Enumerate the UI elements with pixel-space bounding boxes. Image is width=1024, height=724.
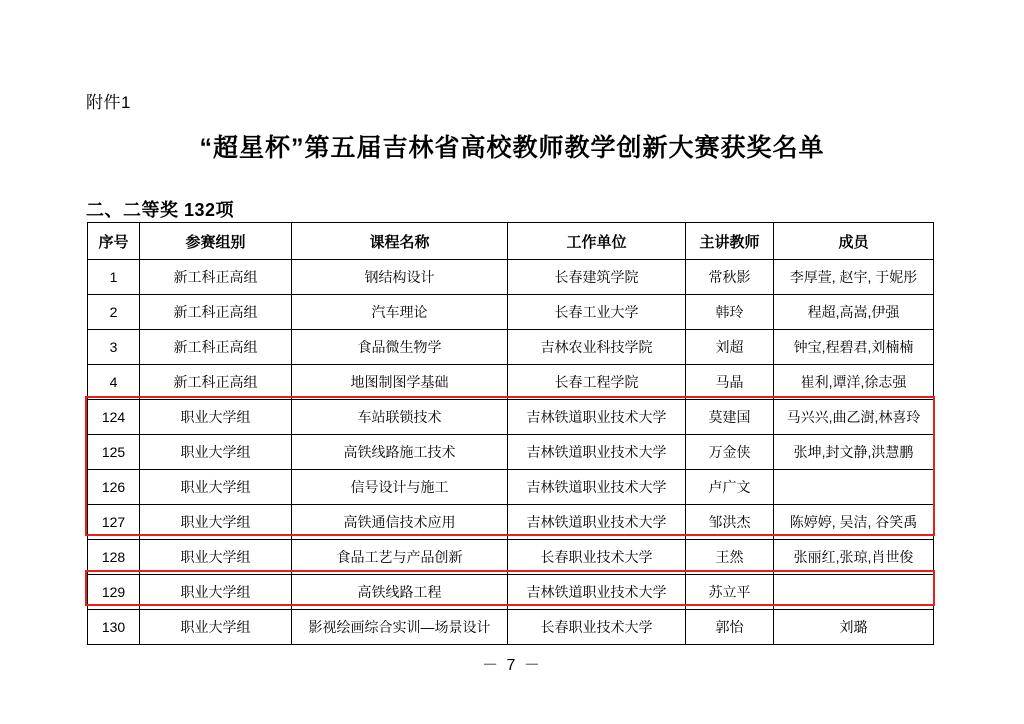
- cell-no: 127: [88, 505, 140, 540]
- cell-group: 职业大学组: [140, 435, 292, 470]
- attachment-label: 附件1: [86, 93, 131, 112]
- page-number: － 7 －: [482, 657, 542, 674]
- cell-teacher: 苏立平: [686, 575, 774, 610]
- column-header-unit: 工作单位: [508, 223, 686, 260]
- cell-course: 食品工艺与产品创新: [292, 540, 508, 575]
- table-row: [88, 505, 934, 540]
- cell-group: 新工科正高组: [140, 295, 292, 330]
- cell-unit: 吉林铁道职业技术大学: [508, 575, 686, 610]
- cell-course: 高铁线路工程: [292, 575, 508, 610]
- cell-unit: 长春工业大学: [508, 295, 686, 330]
- cell-group: 职业大学组: [140, 505, 292, 540]
- column-header-group: 参赛组别: [140, 223, 292, 260]
- cell-unit: 吉林铁道职业技术大学: [508, 505, 686, 540]
- cell-teacher: 常秋影: [686, 260, 774, 295]
- table-row: [88, 540, 934, 575]
- cell-members: [774, 575, 934, 610]
- cell-no: 125: [88, 435, 140, 470]
- section-heading: 二、二等奖 132项: [86, 200, 235, 220]
- cell-group: 职业大学组: [140, 470, 292, 505]
- cell-members: 陈婷婷, 吴洁, 谷笑禹: [774, 505, 934, 540]
- table-row: [88, 365, 934, 400]
- award-table-container: [87, 222, 933, 645]
- cell-course: 车站联锁技术: [292, 400, 508, 435]
- cell-members: 张坤,封文静,洪慧鹏: [774, 435, 934, 470]
- cell-course: 汽车理论: [292, 295, 508, 330]
- column-header-members: 成员: [774, 223, 934, 260]
- cell-members: 刘璐: [774, 610, 934, 645]
- cell-members: 钟宝,程碧君,刘楠楠: [774, 330, 934, 365]
- cell-unit: 吉林农业科技学院: [508, 330, 686, 365]
- cell-course: 信号设计与施工: [292, 470, 508, 505]
- cell-course: 地图制图学基础: [292, 365, 508, 400]
- cell-teacher: 郭怡: [686, 610, 774, 645]
- cell-no: 124: [88, 400, 140, 435]
- table-row: [88, 295, 934, 330]
- cell-no: 130: [88, 610, 140, 645]
- cell-members: [774, 470, 934, 505]
- cell-course: 高铁通信技术应用: [292, 505, 508, 540]
- cell-unit: 吉林铁道职业技术大学: [508, 470, 686, 505]
- cell-no: 129: [88, 575, 140, 610]
- cell-group: 职业大学组: [140, 610, 292, 645]
- cell-group: 新工科正高组: [140, 260, 292, 295]
- table-row: [88, 610, 934, 645]
- cell-teacher: 刘超: [686, 330, 774, 365]
- cell-members: 张丽红,张琼,肖世俊: [774, 540, 934, 575]
- award-table: [87, 222, 934, 645]
- table-row: [88, 400, 934, 435]
- cell-course: 高铁线路施工技术: [292, 435, 508, 470]
- cell-teacher: 卢广文: [686, 470, 774, 505]
- table-row: [88, 435, 934, 470]
- column-header-course: 课程名称: [292, 223, 508, 260]
- cell-teacher: 韩玲: [686, 295, 774, 330]
- cell-no: 126: [88, 470, 140, 505]
- table-row: [88, 330, 934, 365]
- table-header: [88, 223, 934, 260]
- cell-group: 新工科正高组: [140, 330, 292, 365]
- cell-members: 李厚萱, 赵宇, 于妮彤: [774, 260, 934, 295]
- page-title: “超星杯”第五届吉林省高校教师教学创新大赛获奖名单: [199, 134, 825, 162]
- cell-course: 钢结构设计: [292, 260, 508, 295]
- cell-unit: 长春职业技术大学: [508, 540, 686, 575]
- cell-teacher: 万金侠: [686, 435, 774, 470]
- cell-group: 职业大学组: [140, 540, 292, 575]
- table-header-row: [88, 223, 934, 260]
- cell-no: 2: [88, 295, 140, 330]
- cell-group: 新工科正高组: [140, 365, 292, 400]
- cell-members: 马兴兴,曲乙澍,林喜玲: [774, 400, 934, 435]
- cell-unit: 长春职业技术大学: [508, 610, 686, 645]
- table-row: [88, 470, 934, 505]
- cell-no: 1: [88, 260, 140, 295]
- column-header-teacher: 主讲教师: [686, 223, 774, 260]
- table-row: [88, 260, 934, 295]
- table-body: [88, 260, 934, 645]
- cell-unit: 长春建筑学院: [508, 260, 686, 295]
- cell-teacher: 莫建国: [686, 400, 774, 435]
- cell-no: 4: [88, 365, 140, 400]
- cell-group: 职业大学组: [140, 400, 292, 435]
- cell-teacher: 王然: [686, 540, 774, 575]
- cell-group: 职业大学组: [140, 575, 292, 610]
- cell-course: 影视绘画综合实训—场景设计: [292, 610, 508, 645]
- cell-course: 食品微生物学: [292, 330, 508, 365]
- column-header-no: 序号: [88, 223, 140, 260]
- cell-unit: 吉林铁道职业技术大学: [508, 435, 686, 470]
- cell-teacher: 邹洪杰: [686, 505, 774, 540]
- cell-members: 程超,高嵩,伊强: [774, 295, 934, 330]
- cell-no: 128: [88, 540, 140, 575]
- table-row: [88, 575, 934, 610]
- cell-members: 崔利,谭洋,徐志强: [774, 365, 934, 400]
- cell-teacher: 马晶: [686, 365, 774, 400]
- cell-no: 3: [88, 330, 140, 365]
- cell-unit: 长春工程学院: [508, 365, 686, 400]
- cell-unit: 吉林铁道职业技术大学: [508, 400, 686, 435]
